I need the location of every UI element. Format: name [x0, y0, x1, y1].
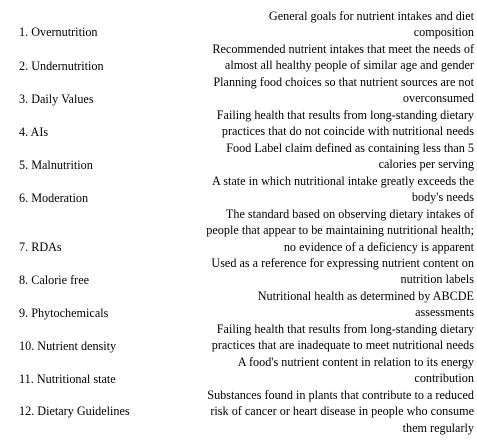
definition-8	[211, 255, 474, 288]
definition-12	[207, 387, 474, 436]
term-11: 11. Nutritional state	[19, 372, 116, 386]
definition-line: contribution	[414, 371, 474, 386]
definition-line: nutrition labels	[400, 272, 474, 287]
term-12-text: 12. Dietary Guidelines	[19, 404, 130, 418]
definition-line: General goals for nutrient intakes and diet	[268, 9, 474, 23]
definition-line: almost all healthy people of similar age and gender	[224, 58, 474, 73]
definition-line: Recommended nutrient intakes that meet the needs of	[212, 42, 474, 56]
term-5: 5. Malnutrition	[19, 158, 93, 172]
term-6: 6. Moderation	[19, 191, 89, 205]
term-3: 3. Daily Values	[19, 92, 94, 106]
definition-line: them regularly	[402, 420, 474, 435]
definition-line: A food's nutrient content in relation to its energy	[237, 355, 474, 369]
definition-line: practices that do not coincide with nutritional needs	[221, 124, 474, 139]
definition-line: Failing health that results from long-standing dietary	[216, 108, 474, 122]
definition-6	[212, 173, 474, 206]
definition-7	[206, 206, 474, 255]
definition-3	[213, 74, 474, 107]
term-9: 9. Phytochemicals	[19, 306, 109, 320]
definition-line: Planning food choices so that nutrient sources are not	[213, 75, 474, 89]
term-2: 2. Undernutrition	[19, 59, 104, 73]
definition-line: Food Label claim defined as containing less than 5	[226, 141, 474, 155]
term-4: 4. AIs	[19, 125, 49, 139]
definition-10	[212, 321, 474, 354]
definition-4	[217, 107, 474, 140]
definition-line: no evidence of a deficiency is apparent	[283, 239, 474, 254]
definition-line: A state in which nutritional intake greatly exceeds the	[212, 174, 474, 188]
definition-line: Used as a reference for expressing nutrient content on	[211, 256, 474, 270]
definition-line: risk of cancer or heart disease in people who consume	[210, 404, 474, 419]
definition-line: The standard based on observing dietary intakes of	[225, 207, 474, 221]
definition-line: overconsumed	[402, 91, 474, 106]
definition-line: body's needs	[411, 190, 474, 205]
definition-line: composition	[413, 25, 474, 40]
definition-2	[212, 41, 474, 74]
definition-line: practices that are inadequate to meet nutritional needs	[211, 338, 474, 353]
definition-line: assessments	[415, 305, 474, 320]
definition-1	[269, 8, 474, 41]
term-12	[19, 403, 139, 419]
term-1: 1. Overnutrition	[19, 25, 98, 39]
term-10: 10. Nutrient density	[19, 339, 117, 353]
definition-11	[238, 354, 474, 387]
definition-line: Failing health that results from long-standing dietary	[216, 322, 474, 336]
definition-line: people that appear to be maintaining nutritional health;	[206, 223, 474, 238]
term-7: 7. RDAs	[19, 240, 62, 254]
definition-line: calories per serving	[378, 157, 474, 172]
definition-line: Substances found in plants that contribute to a reduced	[207, 388, 474, 402]
definition-9	[258, 288, 474, 321]
definition-5	[226, 140, 474, 173]
definition-line: Nutritional health as determined by ABCDE	[257, 289, 474, 303]
term-8: 8. Calorie free	[19, 273, 90, 287]
